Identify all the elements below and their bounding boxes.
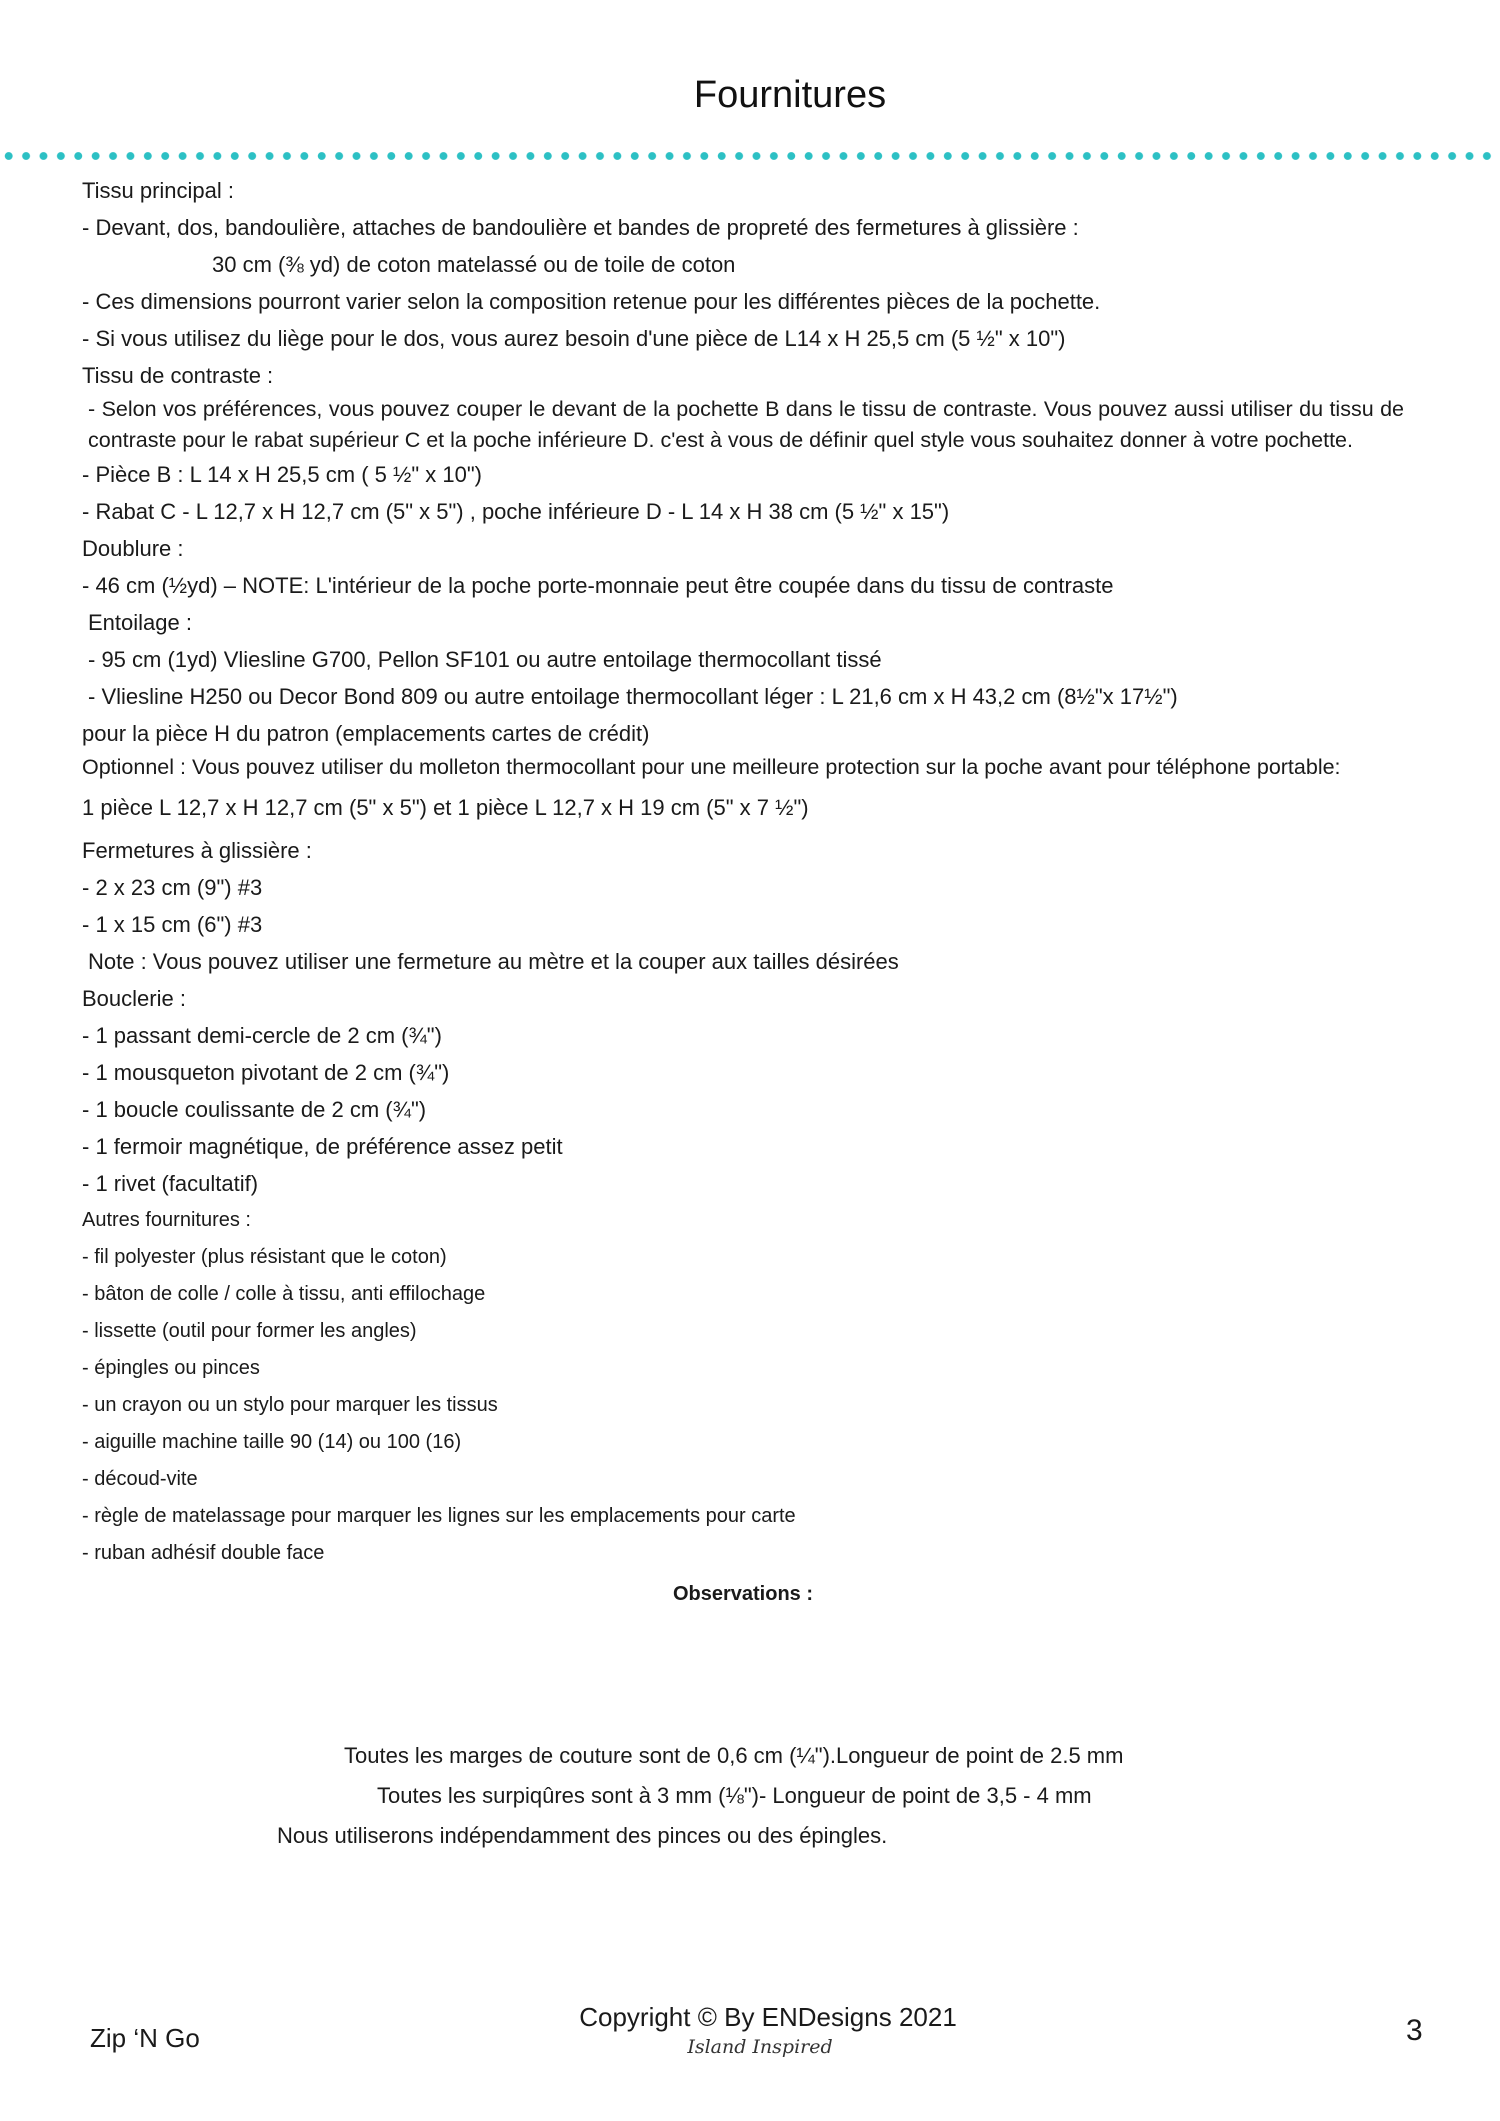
list-item: - Ces dimensions pourront varier selon la composition retenue pour les différentes pièces de la pochette. [82,289,1101,314]
page-title: Fournitures [693,74,887,116]
materials-list [82,172,1404,1613]
list-item: - Rabat C - L 12,7 x H 12,7 cm (5" x 5") , poche inférieure D - L 14 x H 38 cm (5 ½" x 15") [82,499,950,524]
heading-other-supplies: Autres fournitures : [82,1209,251,1231]
list-item: - 1 fermoir magnétique, de préférence assez petit [82,1134,563,1159]
list-item: - 1 rivet (facultatif) [82,1171,259,1196]
list-item: - 1 boucle coulissante de 2 cm (¾") [82,1097,427,1122]
heading-hardware: Bouclerie : [82,986,186,1011]
list-item: - fil polyester (plus résistant que le coton) [82,1246,447,1268]
observations [0,1736,1500,1856]
heading-lining: Doublure : [82,536,184,561]
page-number: 3 [1406,2014,1423,2047]
list-item: - 1 x 15 cm (6") #3 [82,912,263,937]
heading-main-fabric: Tissu principal : [82,178,235,203]
list-item: - lissette (outil pour former les angles) [82,1320,417,1342]
contrast-paragraph: - Selon vos préférences, vous pouvez couper le devant de la pochette B dans le tissu de contraste. Vous pouvez aussi utiliser du tissu de contraste pour le rabat supérieur C et la poche inférieure D. c'est à vous de définir quel style vous souhaitez donner à votre pochette. [88,397,1404,452]
heading-zippers: Fermetures à glissière : [82,838,312,863]
list-item: 30 cm (⅜ yd) de coton matelassé ou de toile de coton [212,252,736,277]
list-item: - épingles ou pinces [82,1357,260,1379]
pattern-name: Zip ‘N Go [90,2023,200,2053]
list-item: - découd-vite [82,1468,198,1490]
list-item: pour la pièce H du patron (emplacements cartes de crédit) [82,721,650,746]
list-item: - un crayon ou un stylo pour marquer les tissus [82,1394,498,1416]
copyright: Copyright © By ENDesigns 2021 [579,2002,957,2032]
observation-line: Toutes les marges de couture sont de 0,6 cm (¼").Longueur de point de 2.5 mm [344,1743,1124,1768]
list-item: - Vliesline H250 ou Decor Bond 809 ou autre entoilage thermocollant léger : L 21,6 cm x H 43,2 cm (8½"x 17½") [88,684,1178,709]
observations-heading: Observations : [672,1583,814,1605]
heading-contrast-fabric: Tissu de contraste : [82,363,274,388]
list-item: - règle de matelassage pour marquer les lignes sur les emplacements pour carte [82,1505,796,1527]
heading-interfacing: Entoilage : [88,610,192,635]
list-item: - ruban adhésif double face [82,1542,325,1564]
list-item: - Pièce B : L 14 x H 25,5 cm ( 5 ½" x 10") [82,462,482,487]
list-item: - 46 cm (½yd) – NOTE: L'intérieur de la poche porte-monnaie peut être coupée dans du tissu de contraste [82,573,1114,598]
zipper-note: Note : Vous pouvez utiliser une fermeture au mètre et la couper aux tailles désirées [88,949,899,974]
list-item: - 2 x 23 cm (9") #3 [82,875,263,900]
list-item: - 95 cm (1yd) Vliesline G700, Pellon SF101 ou autre entoilage thermocollant tissé [88,647,882,672]
list-item: - Si vous utilisez du liège pour le dos, vous aurez besoin d'une pièce de L14 x H 25,5 cm (5 ½" x 10") [82,326,1066,351]
list-item: - 1 mousqueton pivotant de 2 cm (¾") [82,1060,450,1085]
tagline: Island Inspired [687,2036,833,2058]
optional-paragraph: Optionnel : Vous pouvez utiliser du molleton thermocollant pour une meilleure protection sur la poche avant pour téléphone portable: [82,755,1341,779]
dotted-divider [0,150,1500,162]
observation-line: Toutes les surpiqûres sont à 3 mm (⅛")- Longueur de point de 3,5 - 4 mm [377,1783,1092,1808]
list-item: - Devant, dos, bandoulière, attaches de bandoulière et bandes de propreté des fermetures à glissière : [82,215,1079,240]
list-item: 1 pièce L 12,7 x H 12,7 cm (5" x 5") et 1 pièce L 12,7 x H 19 cm (5" x 7 ½") [82,795,809,820]
list-item: - bâton de colle / colle à tissu, anti effilochage [82,1283,486,1305]
list-item: - 1 passant demi-cercle de 2 cm (¾") [82,1023,442,1048]
observation-line: Nous utiliserons indépendamment des pinces ou des épingles. [277,1823,888,1848]
list-item: - aiguille machine taille 90 (14) ou 100 (16) [82,1431,462,1453]
